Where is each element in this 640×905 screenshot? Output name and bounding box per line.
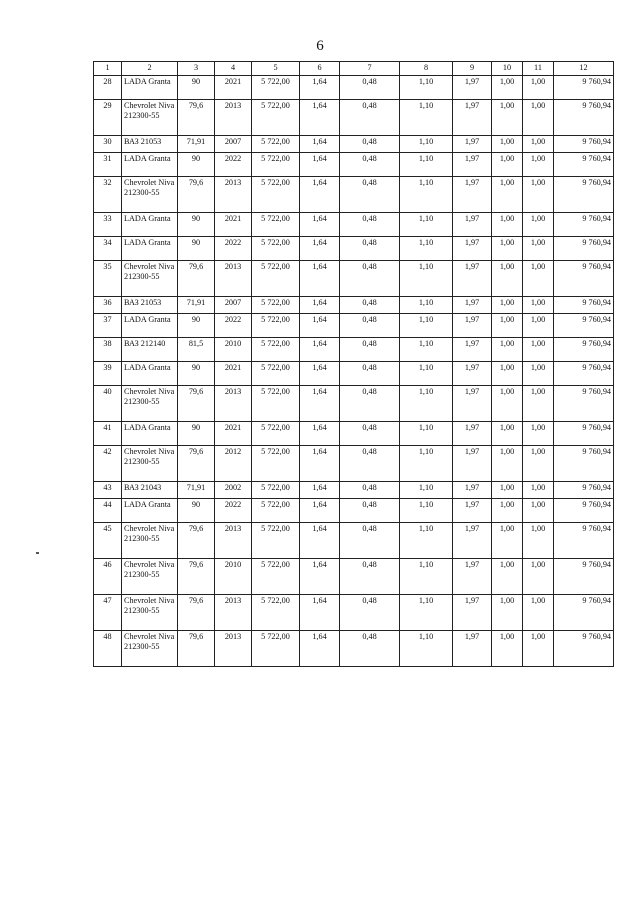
table-row [94, 446, 614, 482]
table-cell: 28 [94, 76, 122, 100]
table-cell: 1,00 [492, 338, 523, 362]
table-cell: 1,10 [400, 523, 453, 559]
table-cell: 39 [94, 362, 122, 386]
column-header: 12 [554, 62, 614, 76]
table-row [94, 499, 614, 523]
table-cell: 36 [94, 297, 122, 314]
table-cell: 5 722,00 [252, 523, 300, 559]
table-cell: 1,97 [453, 213, 492, 237]
table-cell: 0,48 [340, 446, 400, 482]
table-cell: 9 760,94 [554, 362, 614, 386]
table-cell: 9 760,94 [554, 482, 614, 499]
table-cell: 0,48 [340, 261, 400, 297]
table-cell: 1,00 [523, 499, 554, 523]
table-cell: 1,10 [400, 153, 453, 177]
table-cell: LADA Granta [122, 422, 178, 446]
table-cell: 9 760,94 [554, 595, 614, 631]
column-header: 3 [178, 62, 215, 76]
table-cell: 1,00 [523, 177, 554, 213]
table-cell: 1,97 [453, 338, 492, 362]
table-cell: 2010 [215, 559, 252, 595]
table-cell: 2012 [215, 446, 252, 482]
table-cell: Chevrolet Niva 212300-55 [122, 631, 178, 667]
table-cell: 79,6 [178, 631, 215, 667]
table-cell: 5 722,00 [252, 499, 300, 523]
table-cell: 1,10 [400, 237, 453, 261]
table-cell: 5 722,00 [252, 76, 300, 100]
column-header: 7 [340, 62, 400, 76]
table-cell: 1,10 [400, 386, 453, 422]
table-cell: 1,00 [523, 314, 554, 338]
table-cell: 2021 [215, 422, 252, 446]
table-cell: 1,00 [523, 100, 554, 136]
table-cell: 29 [94, 100, 122, 136]
table-cell: Chevrolet Niva 212300-55 [122, 261, 178, 297]
table-cell: 2013 [215, 386, 252, 422]
table-cell: 2013 [215, 595, 252, 631]
table-cell: 9 760,94 [554, 446, 614, 482]
table-cell: 79,6 [178, 261, 215, 297]
table-cell: 1,00 [492, 422, 523, 446]
table-cell: 5 722,00 [252, 631, 300, 667]
table-cell: 0,48 [340, 422, 400, 446]
table-cell: 90 [178, 499, 215, 523]
table-cell: 5 722,00 [252, 100, 300, 136]
table-cell: ВАЗ 21053 [122, 297, 178, 314]
table-cell: 1,10 [400, 362, 453, 386]
table-cell: 2022 [215, 153, 252, 177]
table-cell: 1,97 [453, 237, 492, 261]
table-cell: 1,00 [492, 237, 523, 261]
table-cell: 9 760,94 [554, 153, 614, 177]
table-cell: 1,64 [300, 362, 340, 386]
table-cell: 1,00 [523, 213, 554, 237]
table-cell: 1,10 [400, 261, 453, 297]
table-cell: 0,48 [340, 362, 400, 386]
table-cell: 1,00 [523, 338, 554, 362]
table-row [94, 595, 614, 631]
column-header: 8 [400, 62, 453, 76]
table-cell: 1,64 [300, 631, 340, 667]
scan-mark [36, 552, 39, 554]
table-row [94, 422, 614, 446]
table-cell: 90 [178, 422, 215, 446]
table-cell: 0,48 [340, 559, 400, 595]
column-header: 11 [523, 62, 554, 76]
column-header: 1 [94, 62, 122, 76]
table-cell: 1,00 [523, 76, 554, 100]
table-cell: 1,97 [453, 446, 492, 482]
table-cell: 9 760,94 [554, 559, 614, 595]
table-cell: 33 [94, 213, 122, 237]
table-cell: 1,64 [300, 100, 340, 136]
table-cell: 42 [94, 446, 122, 482]
table-cell: 1,97 [453, 422, 492, 446]
table-cell: 1,97 [453, 261, 492, 297]
table-cell: 2013 [215, 100, 252, 136]
table-row [94, 559, 614, 595]
table-cell: 1,10 [400, 297, 453, 314]
table-cell: 5 722,00 [252, 261, 300, 297]
table-cell: 0,48 [340, 213, 400, 237]
table-cell: 1,00 [492, 297, 523, 314]
column-header: 4 [215, 62, 252, 76]
table-cell: 1,00 [492, 314, 523, 338]
table-cell: 41 [94, 422, 122, 446]
table-cell: 1,00 [492, 446, 523, 482]
table-cell: 47 [94, 595, 122, 631]
table-row [94, 177, 614, 213]
table-cell: 2007 [215, 136, 252, 153]
table-cell: 1,97 [453, 100, 492, 136]
table-cell: 5 722,00 [252, 338, 300, 362]
table-cell: 1,64 [300, 482, 340, 499]
table-cell: 90 [178, 237, 215, 261]
table-cell: 1,64 [300, 76, 340, 100]
table-cell: 1,97 [453, 362, 492, 386]
table-cell: 2021 [215, 362, 252, 386]
table-cell: 81,5 [178, 338, 215, 362]
table-cell: 1,00 [492, 177, 523, 213]
page-number: 6 [316, 38, 324, 54]
table-cell: 5 722,00 [252, 482, 300, 499]
table-cell: ВАЗ 21043 [122, 482, 178, 499]
table-cell: 90 [178, 362, 215, 386]
table-cell: 37 [94, 314, 122, 338]
table-cell: 2013 [215, 631, 252, 667]
table-cell: 1,00 [523, 595, 554, 631]
table-cell: 5 722,00 [252, 386, 300, 422]
table-cell: 2021 [215, 213, 252, 237]
table-cell: 1,97 [453, 314, 492, 338]
table-cell: 0,48 [340, 153, 400, 177]
table-cell: 90 [178, 213, 215, 237]
table-cell: LADA Granta [122, 213, 178, 237]
table-cell: 1,97 [453, 482, 492, 499]
table-row [94, 386, 614, 422]
table-cell: 1,10 [400, 100, 453, 136]
table-cell: Chevrolet Niva 212300-55 [122, 595, 178, 631]
table-cell: 1,64 [300, 386, 340, 422]
table-cell: 9 760,94 [554, 136, 614, 153]
table-cell: 35 [94, 261, 122, 297]
table-cell: 79,6 [178, 595, 215, 631]
table-cell: Chevrolet Niva 212300-55 [122, 100, 178, 136]
table-cell: 1,00 [492, 261, 523, 297]
table-cell: 1,00 [523, 297, 554, 314]
table-cell: 1,10 [400, 314, 453, 338]
table-cell: 1,10 [400, 136, 453, 153]
table-cell: 1,97 [453, 177, 492, 213]
table-cell: ВАЗ 212140 [122, 338, 178, 362]
table-cell: 9 760,94 [554, 314, 614, 338]
table-cell: 90 [178, 76, 215, 100]
table-cell: 45 [94, 523, 122, 559]
table-cell: 1,00 [523, 523, 554, 559]
table-cell: 9 760,94 [554, 76, 614, 100]
table-row [94, 237, 614, 261]
table-row [94, 261, 614, 297]
table-cell: 0,48 [340, 76, 400, 100]
table-cell: 0,48 [340, 100, 400, 136]
table-cell: 79,6 [178, 446, 215, 482]
table-cell: 1,00 [492, 136, 523, 153]
table-cell: 1,10 [400, 213, 453, 237]
table-cell: LADA Granta [122, 76, 178, 100]
table-cell: 1,00 [492, 76, 523, 100]
table-cell: 1,00 [492, 213, 523, 237]
table-cell: 79,6 [178, 177, 215, 213]
table-row [94, 76, 614, 100]
table-cell: 1,10 [400, 446, 453, 482]
table-cell: 0,48 [340, 499, 400, 523]
table-cell: 1,00 [523, 446, 554, 482]
table-row [94, 523, 614, 559]
table-cell: 5 722,00 [252, 237, 300, 261]
table-cell: 9 760,94 [554, 523, 614, 559]
table-cell: 1,97 [453, 297, 492, 314]
table-cell: 5 722,00 [252, 446, 300, 482]
table-cell: 1,00 [492, 362, 523, 386]
table-cell: 5 722,00 [252, 153, 300, 177]
table-cell: 2007 [215, 297, 252, 314]
table-cell: 34 [94, 237, 122, 261]
table-cell: 1,97 [453, 595, 492, 631]
table-cell: 9 760,94 [554, 499, 614, 523]
table-cell: 1,00 [523, 261, 554, 297]
table-row [94, 314, 614, 338]
table-cell: 44 [94, 499, 122, 523]
table-row [94, 338, 614, 362]
table-cell: LADA Granta [122, 499, 178, 523]
table-cell: 9 760,94 [554, 213, 614, 237]
table-cell: 1,10 [400, 595, 453, 631]
table-cell: 0,48 [340, 136, 400, 153]
table-cell: 1,97 [453, 499, 492, 523]
table-cell: 1,00 [492, 482, 523, 499]
table-cell: 0,48 [340, 314, 400, 338]
table-cell: 1,10 [400, 559, 453, 595]
table-cell: 9 760,94 [554, 386, 614, 422]
table-cell: 5 722,00 [252, 559, 300, 595]
table-cell: 71,91 [178, 297, 215, 314]
table-cell: 1,97 [453, 631, 492, 667]
table-cell: 1,64 [300, 136, 340, 153]
table-cell: 1,00 [492, 523, 523, 559]
column-header: 9 [453, 62, 492, 76]
table-cell: 1,64 [300, 314, 340, 338]
table-cell: 79,6 [178, 386, 215, 422]
table-cell: 9 760,94 [554, 177, 614, 213]
table-cell: 1,10 [400, 631, 453, 667]
table-cell: 1,00 [523, 362, 554, 386]
column-header: 6 [300, 62, 340, 76]
table-cell: Chevrolet Niva 212300-55 [122, 177, 178, 213]
table-cell: 5 722,00 [252, 213, 300, 237]
table-cell: 1,00 [523, 559, 554, 595]
header-row [94, 62, 614, 76]
table-container [93, 61, 613, 667]
table-cell: Chevrolet Niva 212300-55 [122, 523, 178, 559]
table-cell: 1,10 [400, 76, 453, 100]
table-cell: 1,10 [400, 422, 453, 446]
table-cell: 1,00 [492, 386, 523, 422]
table-cell: 5 722,00 [252, 314, 300, 338]
table-cell: 1,97 [453, 136, 492, 153]
table-cell: 5 722,00 [252, 362, 300, 386]
table-cell: 1,10 [400, 499, 453, 523]
table-cell: Chevrolet Niva 212300-55 [122, 559, 178, 595]
table-cell: 2013 [215, 261, 252, 297]
table-cell: 2022 [215, 499, 252, 523]
table-cell: LADA Granta [122, 362, 178, 386]
table-cell: 79,6 [178, 559, 215, 595]
table-cell: 46 [94, 559, 122, 595]
table-cell: 1,00 [523, 631, 554, 667]
table-row [94, 136, 614, 153]
table-cell: 5 722,00 [252, 136, 300, 153]
table-cell: 1,64 [300, 422, 340, 446]
table-cell: 5 722,00 [252, 177, 300, 213]
table-cell: 31 [94, 153, 122, 177]
table-cell: 1,10 [400, 482, 453, 499]
table-row [94, 153, 614, 177]
table-cell: LADA Granta [122, 237, 178, 261]
table-cell: 1,64 [300, 499, 340, 523]
table-cell: 9 760,94 [554, 261, 614, 297]
table-cell: 9 760,94 [554, 100, 614, 136]
table-cell: 1,00 [523, 422, 554, 446]
table-cell: 71,91 [178, 482, 215, 499]
data-table [93, 61, 614, 667]
table-cell: 40 [94, 386, 122, 422]
table-row [94, 297, 614, 314]
table-cell: 2002 [215, 482, 252, 499]
table-cell: 9 760,94 [554, 297, 614, 314]
table-cell: 2022 [215, 314, 252, 338]
table-cell: 0,48 [340, 631, 400, 667]
column-header: 10 [492, 62, 523, 76]
table-cell: 1,64 [300, 559, 340, 595]
table-cell: 0,48 [340, 237, 400, 261]
table-cell: 1,00 [492, 153, 523, 177]
table-cell: 1,64 [300, 237, 340, 261]
table-cell: 71,91 [178, 136, 215, 153]
table-row [94, 482, 614, 499]
table-cell: 1,00 [492, 595, 523, 631]
table-cell: 5 722,00 [252, 422, 300, 446]
table-cell: 2013 [215, 177, 252, 213]
table-cell: Chevrolet Niva 212300-55 [122, 446, 178, 482]
table-cell: 9 760,94 [554, 237, 614, 261]
table-cell: 0,48 [340, 177, 400, 213]
table-cell: 90 [178, 314, 215, 338]
table-cell: 1,64 [300, 338, 340, 362]
column-header: 2 [122, 62, 178, 76]
table-cell: 1,64 [300, 177, 340, 213]
table-cell: 79,6 [178, 523, 215, 559]
table-cell: 43 [94, 482, 122, 499]
table-cell: 9 760,94 [554, 631, 614, 667]
table-cell: 1,00 [523, 386, 554, 422]
table-cell: 1,64 [300, 153, 340, 177]
table-body [94, 76, 614, 667]
table-cell: 1,00 [523, 136, 554, 153]
table-cell: 9 760,94 [554, 422, 614, 446]
table-cell: 0,48 [340, 595, 400, 631]
table-cell: 2021 [215, 76, 252, 100]
table-cell: 9 760,94 [554, 338, 614, 362]
table-cell: 48 [94, 631, 122, 667]
table-row [94, 362, 614, 386]
table-cell: 0,48 [340, 338, 400, 362]
table-cell: 0,48 [340, 297, 400, 314]
table-cell: LADA Granta [122, 153, 178, 177]
table-cell: 1,00 [492, 631, 523, 667]
table-cell: 1,64 [300, 595, 340, 631]
table-cell: 1,97 [453, 153, 492, 177]
table-cell: 0,48 [340, 386, 400, 422]
table-cell: 1,97 [453, 386, 492, 422]
table-cell: 1,10 [400, 338, 453, 362]
table-cell: 79,6 [178, 100, 215, 136]
table-row [94, 631, 614, 667]
table-cell: 1,64 [300, 297, 340, 314]
table-cell: 1,97 [453, 523, 492, 559]
table-cell: 1,00 [492, 559, 523, 595]
table-cell: 5 722,00 [252, 595, 300, 631]
table-cell: 1,97 [453, 76, 492, 100]
table-cell: 2022 [215, 237, 252, 261]
table-cell: 1,97 [453, 559, 492, 595]
table-cell: 90 [178, 153, 215, 177]
table-cell: 1,10 [400, 177, 453, 213]
table-cell: Chevrolet Niva 212300-55 [122, 386, 178, 422]
table-cell: 30 [94, 136, 122, 153]
table-cell: ВАЗ 21053 [122, 136, 178, 153]
table-cell: 1,64 [300, 523, 340, 559]
table-cell: 32 [94, 177, 122, 213]
table-cell: 1,00 [492, 499, 523, 523]
table-cell: 1,00 [523, 153, 554, 177]
table-cell: 1,64 [300, 213, 340, 237]
table-cell: LADA Granta [122, 314, 178, 338]
table-row [94, 213, 614, 237]
table-cell: 1,64 [300, 261, 340, 297]
table-cell: 38 [94, 338, 122, 362]
table-cell: 5 722,00 [252, 297, 300, 314]
table-row [94, 100, 614, 136]
table-cell: 0,48 [340, 482, 400, 499]
table-cell: 2010 [215, 338, 252, 362]
table-cell: 1,00 [523, 237, 554, 261]
table-cell: 1,64 [300, 446, 340, 482]
table-cell: 2013 [215, 523, 252, 559]
table-cell: 1,00 [523, 482, 554, 499]
column-header: 5 [252, 62, 300, 76]
table-cell: 0,48 [340, 523, 400, 559]
table-cell: 1,00 [492, 100, 523, 136]
